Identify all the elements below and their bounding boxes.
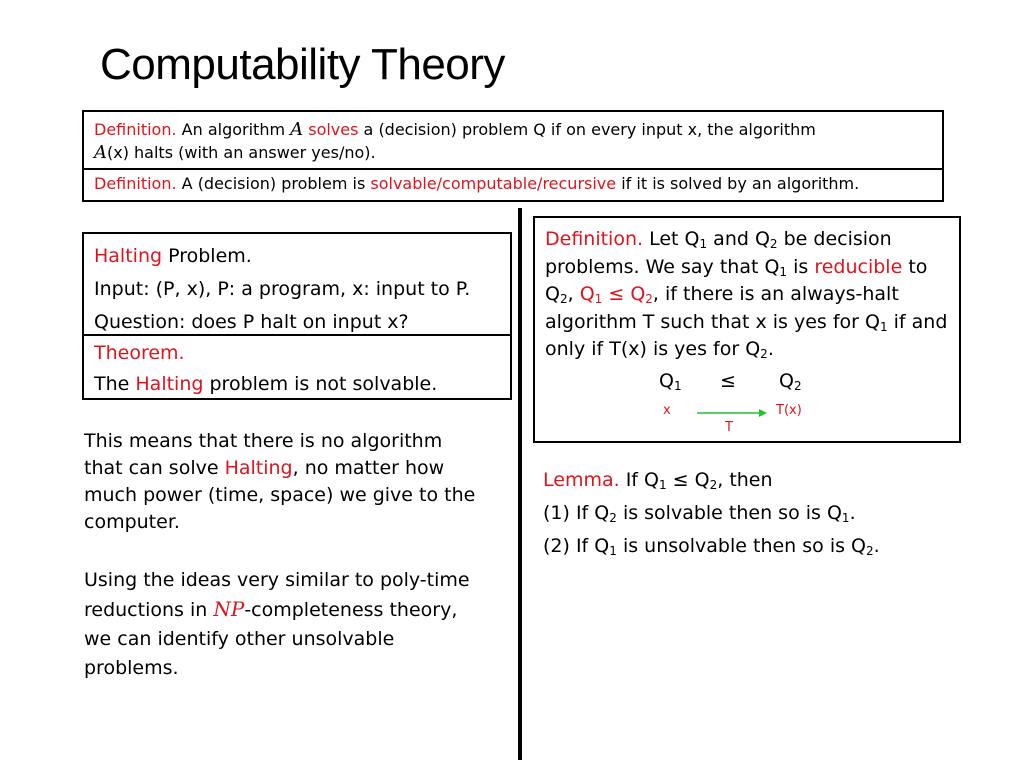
lemma-text: (1) If Q: [543, 502, 610, 524]
notation-text: ≤ Q: [608, 283, 646, 305]
theorem-statement: [94, 369, 500, 400]
solves-term: solves: [308, 120, 359, 139]
def-text: be decision problems. We say that Q: [545, 228, 892, 278]
lemma-block: [543, 464, 963, 563]
def-text: ,: [567, 283, 574, 305]
def-text: A (decision) problem is: [181, 174, 366, 193]
subscript: 1: [699, 237, 708, 251]
halting-heading: [94, 240, 500, 273]
lemma-item-1: [543, 497, 963, 530]
def-text: , if there is an always-halt algorithm T such that x is yes for Q: [545, 283, 899, 333]
lemma-text: ≤ Q: [672, 469, 710, 491]
subscript: 2: [709, 478, 718, 492]
reductions-paragraph: [84, 566, 484, 683]
para-text: -completeness theory, we can identify other unsolvable problems.: [84, 599, 458, 679]
subscript: 1: [673, 379, 682, 393]
lemma-text: is solvable then so is Q: [622, 502, 842, 524]
halting-label: Halting: [94, 245, 163, 267]
diagram-tx: T(x): [776, 403, 802, 418]
solvable-term: solvable/computable/recursive: [370, 174, 617, 193]
subscript: 2: [866, 544, 874, 558]
def-text: to Q: [545, 255, 928, 305]
subscript: 1: [879, 319, 888, 334]
diagram-q2: [779, 370, 802, 392]
halting-problem-box: [82, 232, 512, 336]
lemma-text: is unsolvable then so is Q: [622, 535, 866, 557]
q-letter: Q: [659, 370, 674, 392]
para-text: Using the ideas very similar to poly-time reductions in: [84, 569, 470, 621]
para-text: , no matter how much power (time, space) we give to the computer.: [84, 457, 476, 533]
diagram-t: T: [725, 420, 733, 435]
def-text: a (decision) problem Q if on every input x, the algorithm: [363, 120, 816, 139]
algorithm-symbol: A: [94, 142, 107, 163]
subscript: 2: [609, 511, 617, 525]
reduction-notation: [580, 283, 653, 305]
def-text: and Q: [713, 228, 770, 250]
definition-solvable: [84, 170, 942, 200]
lemma-item-2: [543, 530, 963, 563]
para-text: This means that there is no algorithm that can solve: [84, 430, 443, 479]
definitions-box: [82, 110, 944, 202]
def-text: is: [793, 255, 809, 278]
arrow-head: [759, 409, 767, 417]
def-text: Let Q: [649, 228, 700, 250]
def-text: .: [767, 338, 774, 360]
subscript: 2: [769, 237, 778, 251]
subscript: 1: [779, 264, 788, 279]
page-title: Computability Theory: [100, 40, 505, 89]
theorem-text: problem is not solvable.: [209, 373, 438, 395]
definition-label: Definition.: [94, 120, 177, 139]
algorithm-symbol: A: [290, 119, 304, 140]
def-text: (x) halts (with an answer yes/no).: [107, 143, 376, 162]
lemma-label: Lemma.: [543, 469, 620, 491]
subscript: 1: [609, 544, 617, 558]
lemma-text: .: [849, 502, 856, 524]
explanation-paragraph: [84, 428, 484, 536]
subscript: 2: [559, 292, 568, 306]
def-text: if it is solved by an algorithm.: [621, 174, 860, 193]
definition-label: Definition.: [545, 228, 644, 250]
subscript: 2: [793, 379, 802, 393]
subscript: 1: [841, 511, 850, 525]
halting-term: Halting: [224, 457, 293, 479]
diagram-x: x: [663, 403, 671, 418]
reducible-term: reducible: [814, 255, 903, 278]
halting-term: Halting: [135, 373, 204, 395]
definition-solves: [84, 112, 942, 170]
diagram-q1: [659, 370, 682, 392]
halting-question: Question: does P halt on input x?: [94, 311, 409, 333]
theorem-label: Theorem.: [94, 342, 185, 364]
def-text: An algorithm: [181, 120, 286, 139]
definition-label: Definition.: [94, 174, 177, 193]
lemma-statement: [543, 464, 963, 497]
lemma-text: (2) If Q: [543, 535, 610, 557]
column-divider: [518, 208, 522, 760]
q-letter: Q: [779, 370, 794, 392]
lemma-text: .: [873, 535, 880, 557]
np-symbol: NP: [213, 597, 245, 621]
reduction-arrow: [695, 406, 770, 420]
notation-text: Q: [579, 283, 595, 305]
reducibility-definition: [545, 226, 949, 364]
lemma-text: , then: [717, 469, 773, 491]
diagram-le: ≤: [720, 370, 736, 392]
def-text: if and only if T(x) is yes for Q: [545, 310, 948, 360]
theorem-text: The: [94, 373, 130, 395]
theorem-box: [82, 334, 512, 400]
subscript: 2: [760, 347, 768, 361]
subscript: 2: [645, 292, 653, 306]
subscript: 1: [658, 478, 667, 492]
subscript: 1: [594, 292, 603, 306]
halting-problem-text: Problem.: [168, 245, 252, 267]
halting-input: Input: (P, x), P: a program, x: input to P.: [94, 278, 471, 300]
lemma-text: If Q: [625, 469, 659, 491]
